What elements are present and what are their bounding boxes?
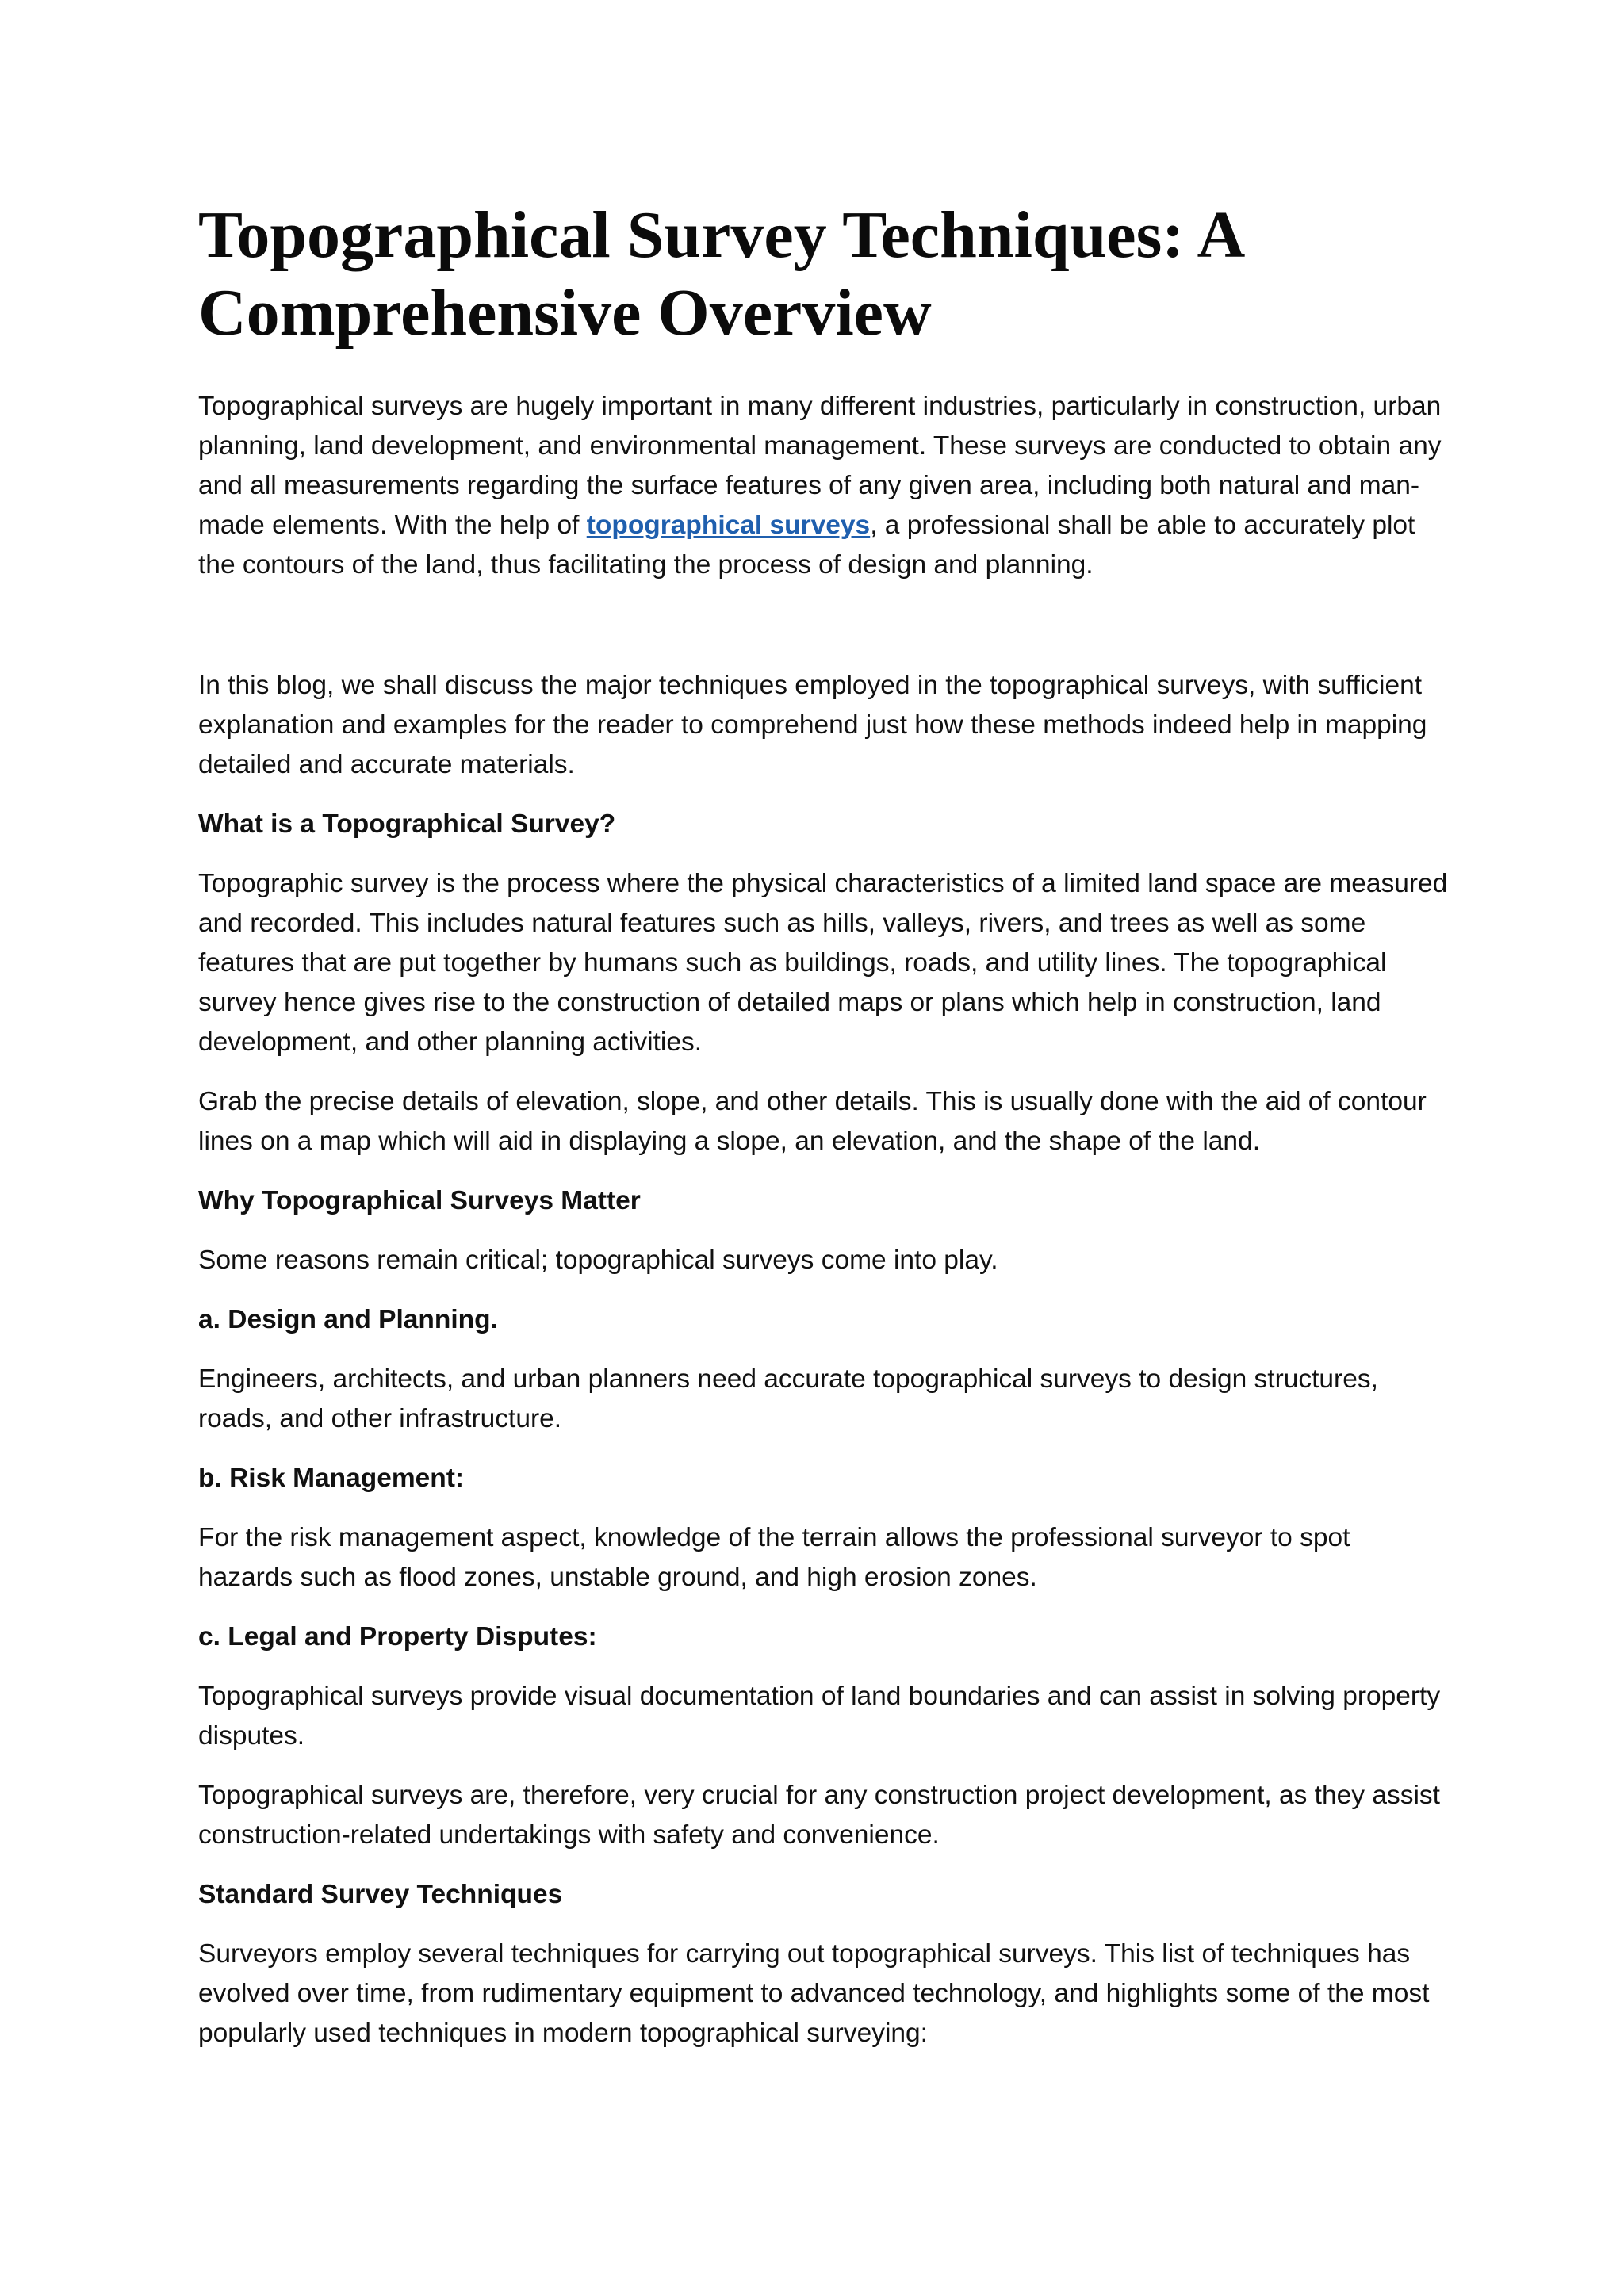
what-is-paragraph-1: Topographic survey is the process where the physical characteristics of a limited land space are measured and recorded. This includes natural features such as hills, valleys, rivers, and trees as well as some features that are put together by humans such as buildings, roads, and utility lines. The topographical survey hence gives rise to the construction of detailed maps or plans which help in construction, land development, and other planning activities. <box>198 869 1448 1057</box>
design-planning-text: Engineers, architects, and urban planners need accurate topographical surveys to design structures, roads, and other infrastructure. <box>198 1364 1378 1433</box>
topographical-surveys-link[interactable]: topographical surveys <box>586 511 871 540</box>
techniques-heading: Standard Survey Techniques <box>198 1880 563 1909</box>
document-title: Topographical Survey Techniques: A Comprehensive Overview <box>198 198 1242 350</box>
why-matter-heading: Why Topographical Surveys Matter <box>198 1186 641 1215</box>
intro-text-before-link: Topographical surveys are hugely important in many different industries, particularly in construction, urban planning, land development, and environmental management. These surveys are conducted to obtain any and all measurements regarding the surface features of any given area, including both natural and man-made elements. With the help of <box>198 392 1442 540</box>
blog-intro-paragraph: In this blog, we shall discuss the major techniques employed in the topographical surveys, with sufficient explanation and examples for the reader to comprehend just how these methods indeed help in mapping detailed and accurate materials. <box>198 671 1427 779</box>
intro-paragraph <box>198 387 1451 585</box>
what-is-paragraph-2: Grab the precise details of elevation, slope, and other details. This is usually done with the aid of contour lines on a map which will aid in displaying a slope, an elevation, and the shape of the land. <box>198 1087 1427 1156</box>
risk-management-heading: b. Risk Management: <box>198 1464 465 1493</box>
techniques-intro: Surveyors employ several techniques for carrying out topographical surveys. This list of techniques has evolved over time, from rudimentary equipment to advanced technology, and highlights some of the most popularly used techniques in modern topographical surveying: <box>198 1939 1430 2048</box>
risk-management-text: For the risk management aspect, knowledge of the terrain allows the professional surveyor to spot hazards such as flood zones, unstable ground, and high erosion zones. <box>198 1523 1350 1592</box>
why-matter-intro: Some reasons remain critical; topographical surveys come into play. <box>198 1246 998 1275</box>
design-planning-heading: a. Design and Planning. <box>198 1305 498 1334</box>
why-matter-conclusion: Topographical surveys are, therefore, very crucial for any construction project development, as they assist construction-related undertakings with safety and convenience. <box>198 1781 1440 1850</box>
legal-disputes-text: Topographical surveys provide visual documentation of land boundaries and can assist in solving property disputes. <box>198 1682 1441 1751</box>
legal-disputes-heading: c. Legal and Property Disputes: <box>198 1622 597 1651</box>
what-is-heading: What is a Topographical Survey? <box>198 809 616 839</box>
document-page <box>198 197 1451 2073</box>
intro-text-after-link: , a professional shall be able to accurately plot the contours of the land, thus facilitating the process of design and planning. <box>198 511 1415 580</box>
